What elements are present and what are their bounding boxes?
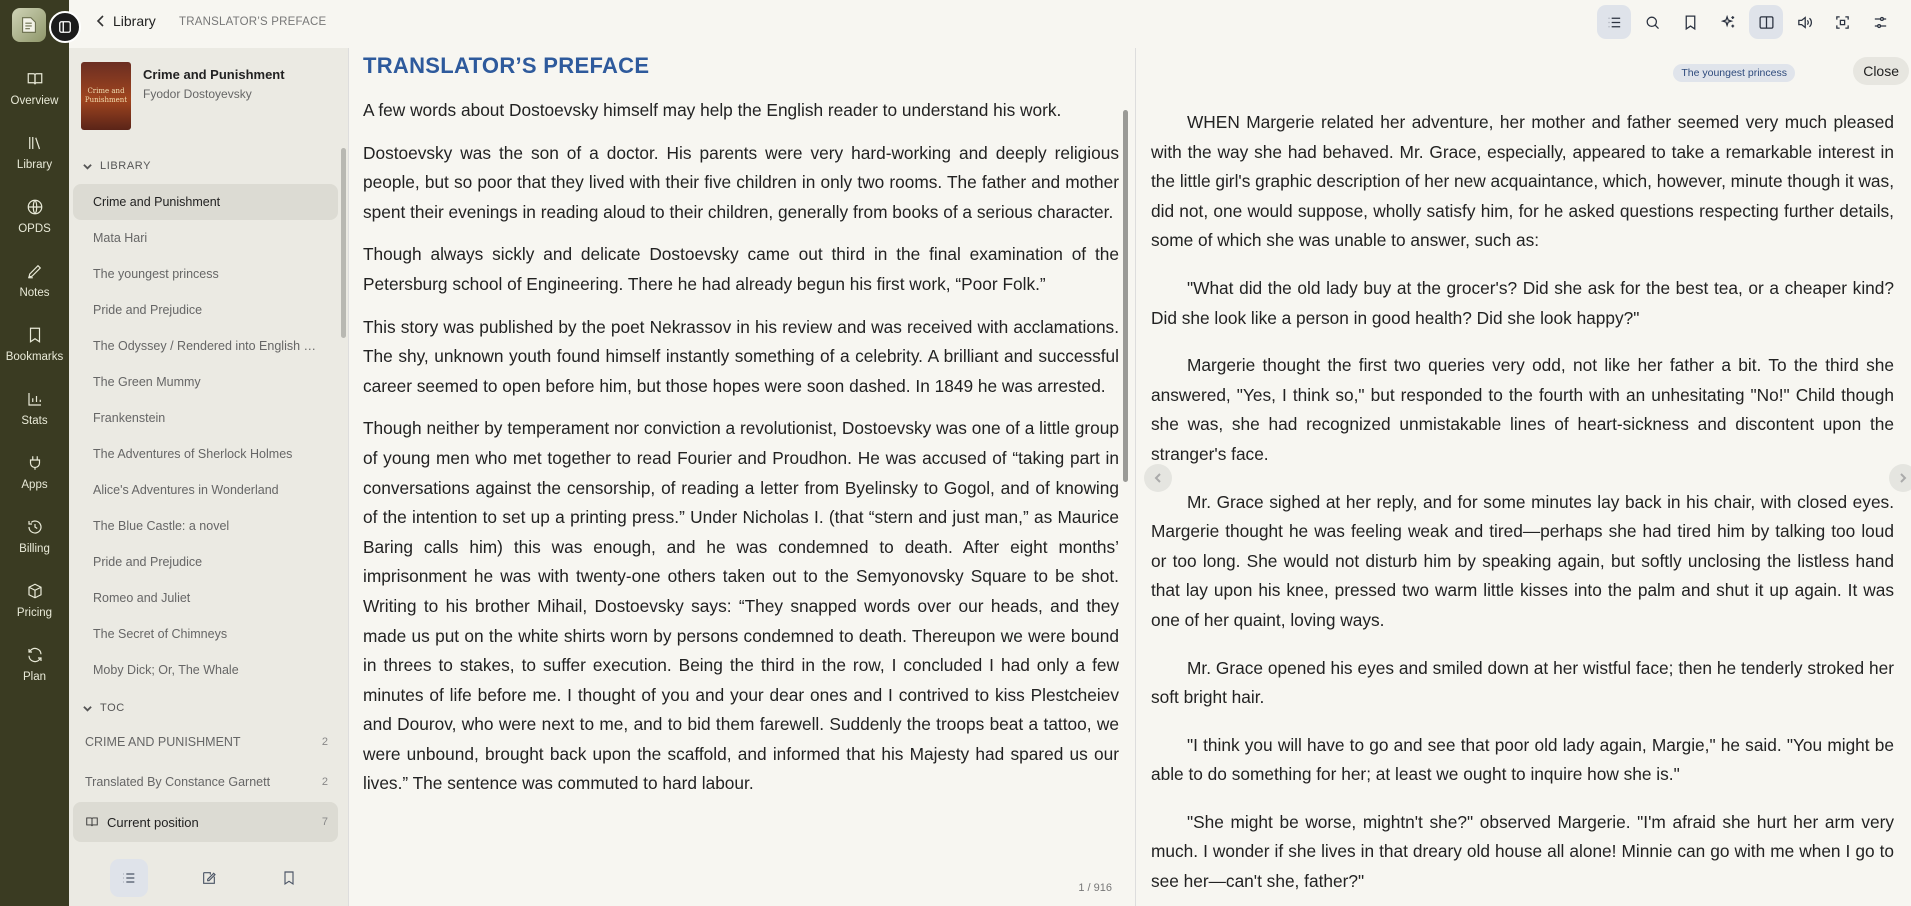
list-item[interactable]: Pride and Prejudice [93,555,203,569]
library-list [73,184,338,688]
sidebar-toggle-button[interactable] [49,11,81,43]
rail-item-pricing[interactable] [0,582,69,646]
toc-heading: TOC [100,702,125,714]
rail-item-opds[interactable] [0,198,69,262]
toc-section-header[interactable] [83,702,125,714]
paragraph: Though always sickly and delicate Dostoevsky came out third in the final examination of the Petersburg school of Engineering. There he had already begun his first work, “Poor Folk.” [363,244,1119,294]
bookmark-icon [1682,14,1699,31]
paragraph: Mr. Grace opened his eyes and smiled down at her wistful face; then he tenderly stroked her soft bright hair. [1151,657,1894,708]
toc-item-label: CRIME AND PUNISHMENT [85,735,241,749]
sliders-icon [1872,14,1889,31]
overview-icon [26,70,44,88]
back-label: Library [113,13,156,29]
globe-icon [26,198,44,216]
paragraph: "What did the old lady buy at the grocer's? Did she ask for the best tea, or a cheaper kind? Did she look like a person in good health? Did she look happy?" [1151,277,1894,328]
columns-icon [1758,14,1775,31]
bookmark-icon [281,870,297,886]
rail-item-label: Bookmarks [5,351,64,363]
paragraph: A few words about Dostoevsky himself may help the English reader to understand his work. [363,100,1062,120]
paragraph: Though neither by temperament nor conviction a revolutionist, Dostoevsky was one of a little group of young men who met together to read Fourier and Proudhon. He was accused of “taking part in conversations against the censorship, of reading a letter from Byelinsky to Gogol, and of knowing of the intention to set up a printing press.” Under Nicholas I. (that “stern and just man,” as Maurice Baring calls him) this was enough, and he was condemned to death. After eight months’ imprisonment he was with twenty-one others taken out to the Semyonovsky Square to be shot. Writing to his brother Mihail, Dostoevsky says: “They snapped words over our heads, and they made us put on the white shirts worn by persons condemned to death. Thereupon we were bound in threes to stakes, to suffer execution. Being the third in the row, I concluded I had only a few minutes of life before me. I thought of you and your dear ones and I contrived to kiss Plestcheiev and Dourov, who were next to me, and to bid them farewell. Suddenly the troops beat a tattoo, we were unbound, brought back upon the scaffold, and informed that his Majesty had spared us our lives.” The sentence was commuted to hard labour. [363,418,1119,794]
paragraph: Margerie thought the first two queries very odd, not like her father a bit. To the third she answered, "Yes, I think so," but responded to the fourth with an unhesitating "No!" Child though she was, she had recognized unmistakable lines of heart-sickness and discontent upon the stranger's face. [1151,355,1894,464]
paragraph: This story was published by the poet Nekrassov in his review and was received with acclamations. The shy, unknown youth found himself instantly something of a celebrity. A brilliant and successful career seemed to open before him, but those hopes were soon dashed. In 1849 he was arrested. [363,316,1119,396]
top-bar [69,0,1911,46]
rail-item-overview[interactable] [0,70,69,134]
list-item[interactable]: Crime and Punishment [73,184,338,220]
list-item[interactable]: The Secret of Chimneys [93,627,228,641]
book-badge: The youngest princess [1673,64,1795,82]
cover-title: Crime and Punishment [84,87,128,104]
fullscreen-button[interactable] [1825,5,1859,39]
chart-icon [26,390,44,408]
library-sidebar [69,48,349,906]
sidebar-scrollbar[interactable] [341,148,346,338]
rail-item-label: Overview [10,95,59,107]
rail-item-label: Library [16,159,53,171]
list-item[interactable]: The Odyssey / Rendered into English … [93,339,317,353]
current-book[interactable] [81,62,285,130]
rail-item-label: Stats [21,415,48,427]
plug-icon [26,454,44,472]
secondary-reader-pane [1135,48,1911,906]
toc-item-page: 2 [321,776,328,788]
toc-list [73,722,338,842]
list-item[interactable]: Moby Dick; Or, The Whale [93,663,239,677]
breadcrumb: TRANSLATOR’S PREFACE [179,16,327,28]
box-icon [26,582,44,600]
panel-toggle-icon [58,20,72,34]
chevron-down-icon [83,704,92,713]
sparkles-icon [1720,14,1737,31]
history-icon [26,518,44,536]
app-logo[interactable] [12,8,46,42]
open-book-icon [85,815,99,829]
read-aloud-button[interactable] [1787,5,1821,39]
list-icon [1606,14,1623,31]
edit-note-icon [201,870,217,886]
book-author: Fyodor Dostoyevsky [143,87,252,101]
bookmark-button[interactable] [1673,5,1707,39]
list-item[interactable]: Mata Hari [93,231,148,245]
paragraph: WHEN Margerie related her adventure, her mother and father seemed very much pleased with the way she had behaved. Mr. Grace, especially, appeared to take a remarkable interest in the little girl's graphic description of her new acquaintance, which, however, minute though it was, did not, one would suppose, wholly satisfy him, for he asked questions respecting further details, some of which she was unable to answer, such as: [1151,112,1894,251]
page-indicator: 1 / 916 [1078,882,1112,894]
tab-toc[interactable] [110,859,148,897]
list-item[interactable]: The Blue Castle: a novel [93,519,230,533]
rail-item-label: Notes [19,287,50,299]
list-item[interactable]: Frankenstein [93,411,166,425]
rail-item-stats[interactable] [0,390,69,454]
paragraph: Dostoevsky was the son of a doctor. His parents were very hard-working and deeply religious people, but so poor that they lived with their five children in only two rooms. The father and mother spent their evenings in reading aloud to their children, generally from books of a serious character. [363,142,1119,222]
focus-icon [1834,14,1851,31]
back-to-library-button[interactable] [95,13,156,29]
rail-item-bookmarks[interactable] [0,326,69,390]
rail-item-plan[interactable] [0,646,69,710]
list-item[interactable]: The Green Mummy [93,375,201,389]
close-button[interactable]: Close [1853,57,1909,85]
rail-item-label: Pricing [16,607,53,619]
toc-item-label: Current position [107,814,199,830]
reader-text[interactable] [363,96,1119,812]
split-view-button[interactable] [1749,5,1783,39]
paragraph: "I think you will have to go and see that poor old lady again, Margie," he said. "You might be able to do something for her; at least we ought to inquire how she is." [1151,734,1894,785]
rail-item-notes[interactable] [0,262,69,326]
toc-button[interactable] [1597,5,1631,39]
tab-annotations[interactable] [190,859,228,897]
list-item[interactable]: Alice's Adventures in Wonderland [93,483,279,497]
bookmark-icon [26,326,44,344]
toc-item-page: 7 [321,816,328,828]
toc-item-label: Translated By Constance Garnett [85,775,271,789]
list-item[interactable]: Romeo and Juliet [93,591,191,605]
reader-pane [350,48,1134,906]
refresh-icon [26,646,44,664]
chevron-left-icon [95,15,107,27]
toc-item[interactable] [73,762,338,802]
list-item[interactable]: Pride and Prejudice [93,303,203,317]
list-item[interactable]: The Adventures of Sherlock Holmes [93,447,293,461]
list-icon [121,870,137,886]
book-title: Crime and Punishment [143,67,285,82]
search-button[interactable] [1635,5,1669,39]
ai-assist-button[interactable] [1711,5,1745,39]
book-cover [81,62,131,130]
library-icon [26,134,44,152]
pen-icon [26,262,44,280]
sidebar-bottom-tabs [69,850,349,906]
reader-scrollbar[interactable] [1123,110,1128,482]
rail-item-library[interactable] [0,134,69,198]
rail-item-label: Apps [21,479,48,491]
settings-button[interactable] [1863,5,1897,39]
book-logo-icon [18,14,40,36]
search-icon [1644,14,1661,31]
toc-item-page: 2 [321,736,328,748]
chapter-title: TRANSLATOR’S PREFACE [363,53,650,78]
toc-item[interactable] [73,722,338,762]
rail-item-apps[interactable] [0,454,69,518]
list-item[interactable]: The youngest princess [93,267,219,281]
secondary-reader-text[interactable] [1151,108,1894,906]
toc-current-position[interactable] [73,802,338,842]
rail-item-label: OPDS [18,223,51,235]
library-section-header[interactable] [83,160,151,172]
chevron-down-icon [83,162,92,171]
library-heading: LIBRARY [100,160,152,172]
rail-item-label: Billing [19,543,50,555]
speaker-icon [1796,14,1813,31]
chevron-right-icon [1898,473,1908,483]
reader-toolbar [1593,5,1897,39]
rail-item-billing[interactable] [0,518,69,582]
tab-bookmarks[interactable] [270,859,308,897]
paragraph: Mr. Grace sighed at her reply, and for some minutes lay back in his chair, with closed eyes. Margerie thought he was feeling weak and tired—perhaps she had tired him by talking too loud or too long. She would not disturb him by speaking again, but softly unclosing the listless hand that lay upon his knee, pressed two warm little kisses into the palm and shut it up again. It was one of her quaint, loving ways. [1151,491,1894,630]
paragraph: "She might be worse, mightn't she?" observed Margerie. "I'm afraid she hurt her arm very much. I wonder if she lives in that dreary old house all alone! Minnie can go with me when I go to see her—can't she, father?" [1151,811,1894,892]
rail-item-label: Plan [22,671,47,683]
app-rail [0,0,69,906]
